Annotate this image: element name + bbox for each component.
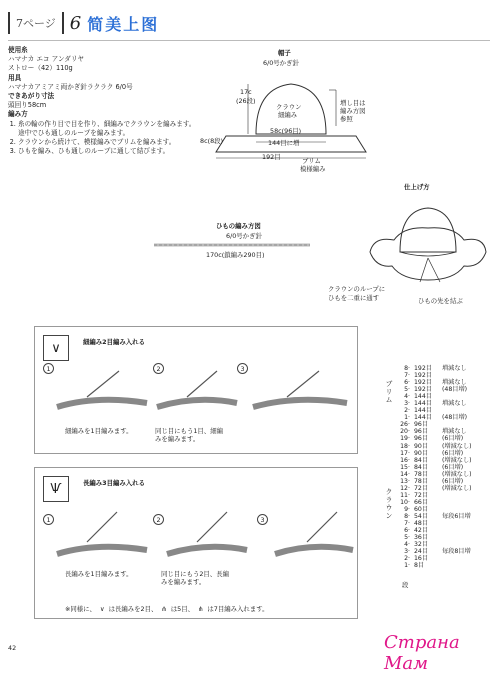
row-number: 16 (400, 456, 408, 464)
row-number: 12 (400, 484, 408, 492)
stitch-count: 144目 (414, 393, 432, 401)
page-number: 42 (8, 644, 17, 652)
increase-note (442, 492, 482, 499)
row-number: 8 (404, 365, 408, 372)
dc-note-a: ※同様に、 (65, 605, 96, 613)
dc7-symbol-icon: ⋔ (198, 604, 204, 613)
increase-note: (増減なし) (442, 456, 472, 464)
table-row (398, 365, 496, 372)
row-dots: · (408, 491, 410, 499)
increase-note (442, 520, 482, 527)
row-dots: · (408, 393, 410, 401)
stitch-count: 54目 (414, 512, 429, 520)
row-number: 6 (404, 379, 408, 387)
method-heading: 編み方 (8, 110, 28, 119)
stitch-count: 144目 (414, 400, 432, 408)
row-number: 15 (400, 463, 408, 471)
dc-note-d: は7目編み入れます。 (207, 605, 269, 613)
table-row (398, 555, 496, 562)
label-crown-stitch: 細編み (278, 111, 298, 119)
row-number: 14 (400, 470, 408, 478)
stitch-count: 8目 (414, 562, 425, 570)
row-number: 13 (400, 477, 408, 485)
inc-note-3: 参照 (340, 115, 353, 123)
row-dots: · (408, 463, 410, 471)
stitch-count: 90目 (414, 449, 429, 457)
dc-note (65, 604, 268, 613)
row-number: 10 (400, 498, 408, 506)
page-header (8, 8, 159, 38)
table-row (398, 414, 496, 421)
header-bar-2 (62, 12, 64, 34)
row-dots: · (408, 541, 410, 549)
technique-box-dc3 (34, 467, 358, 619)
rows-label: 段 (402, 581, 409, 589)
stitch-count: 60目 (414, 505, 429, 513)
increase-note (442, 555, 482, 562)
header-divider (8, 40, 490, 41)
sc-increase-symbol: ∨ (43, 335, 69, 361)
table-row (398, 435, 496, 442)
stitch-count: 84目 (414, 463, 429, 471)
increase-note (442, 527, 482, 534)
row-number: 26 (400, 421, 408, 429)
row-number: 5 (404, 386, 408, 394)
step-number: 2 (153, 363, 164, 374)
increase-note (442, 534, 482, 541)
table-row (398, 400, 496, 407)
dc3-step2-caption: 同じ目にもう2目、長編みを編みます。 (161, 570, 229, 586)
increase-note (442, 562, 482, 569)
row-dots: · (408, 562, 410, 570)
tools-heading: 用具 (8, 73, 22, 82)
row-number: 11 (400, 491, 408, 499)
row-number: 19 (400, 435, 408, 443)
stitch-count: 36目 (414, 534, 429, 542)
cord-needle: 6/0号かぎ針 (226, 232, 262, 240)
row-number: 3 (404, 400, 408, 408)
label-26-rows: (26段) (236, 97, 256, 105)
increase-note: 毎段8目増 (442, 548, 471, 556)
increase-note: 増減なし (442, 379, 467, 387)
row-dots: · (408, 520, 410, 528)
label-58c: 58c(96目) (270, 127, 302, 135)
stitch-count: 78目 (414, 477, 429, 485)
row-dots: · (408, 527, 410, 535)
stitch-count: 42目 (414, 527, 429, 535)
stitch-count: 32目 (414, 541, 429, 549)
dc-note-c: は5目、 (170, 605, 195, 613)
row-number: 2 (404, 555, 408, 563)
increase-note: (6目増) (442, 477, 464, 485)
row-dots: · (408, 505, 410, 513)
stitch-count: 24目 (414, 548, 429, 556)
increase-note: (増減なし) (442, 442, 472, 450)
stitch-count: 84目 (414, 456, 429, 464)
hat-needle: 6/0号かぎ針 (263, 59, 299, 67)
row-number: 20 (400, 428, 408, 436)
row-dots: · (408, 435, 410, 443)
row-number: 4 (404, 541, 408, 549)
dc2-symbol-icon: ∨ (99, 604, 105, 613)
row-number: 4 (404, 393, 408, 401)
step-number: 2 (153, 514, 164, 525)
table-row (398, 386, 496, 393)
increase-note (442, 506, 482, 513)
dc-increase-symbol: Ѱ (43, 476, 69, 502)
row-number: 5 (404, 534, 408, 542)
table-row (398, 478, 496, 485)
increase-note: (増減なし) (442, 470, 472, 478)
size-text: 頭回り58cm (8, 101, 47, 110)
row-dots: · (408, 484, 410, 492)
watermark: Страна Мам (384, 632, 460, 674)
row-number: 7 (404, 372, 408, 380)
table-row (398, 450, 496, 457)
inc-note-1: 増し目は (340, 99, 366, 107)
table-row (398, 485, 496, 492)
row-dots: · (408, 555, 410, 563)
row-dots: · (408, 428, 410, 436)
increase-note: 毎段6目増 (442, 512, 471, 520)
cord-title: ひもの編み方図 (216, 222, 261, 230)
materials-block (8, 46, 196, 156)
row-dots: · (408, 456, 410, 464)
stitch-count: 96目 (414, 428, 429, 436)
row-number: 2 (404, 407, 408, 415)
row-dots: · (408, 449, 410, 457)
hat-title: 帽子 (278, 49, 291, 57)
table-row (398, 548, 496, 555)
table-row (398, 534, 496, 541)
finish-note-2: ひもを二重に通す (328, 294, 380, 302)
sc2-step2-caption: 同じ目にもう1目、細編みを編みます。 (155, 427, 223, 443)
table-row (398, 464, 496, 471)
increase-note: (6目増) (442, 435, 464, 443)
increase-note: (6目増) (442, 449, 464, 457)
increase-note: (増減なし) (442, 484, 472, 492)
dc3-step1-caption: 長編みを1目編みます。 (65, 570, 133, 578)
sc2-title: 細編み2目編み入れる (83, 338, 145, 346)
size-heading: できあがり寸法 (8, 92, 55, 101)
pattern-number: 6 (69, 12, 82, 34)
stitch-count: 96目 (414, 435, 429, 443)
row-dots: · (408, 414, 410, 422)
table-row (398, 513, 496, 520)
finish-title: 仕上げ方 (404, 183, 430, 191)
increase-note: (48目増) (442, 414, 468, 422)
finish-note-1: クラウンのループに (328, 285, 386, 293)
tools-text: ハマナカアミアミ両かぎ針ラクラク 6/0号 (8, 82, 133, 91)
increase-note: (48目増) (442, 386, 468, 394)
method-steps (8, 120, 196, 157)
row-number: 6 (404, 527, 408, 535)
stitch-count: 66目 (414, 498, 429, 506)
sc2-step1-caption: 細編みを1目編みます。 (65, 427, 133, 435)
table-row (398, 443, 496, 450)
stitch-count: 96目 (414, 421, 429, 429)
increase-note (442, 499, 482, 506)
table-row (398, 562, 496, 569)
label-144: 144目に増 (268, 139, 300, 147)
yarn-name: ハマナカ エコ アンダリヤ (8, 55, 84, 64)
row-number: 3 (404, 548, 408, 556)
row-dots: · (408, 407, 410, 415)
stitch-count: 192目 (414, 379, 432, 387)
row-dots: · (408, 442, 410, 450)
stitch-count: 192目 (414, 386, 432, 394)
row-dots: · (408, 421, 410, 429)
stitch-count: 78目 (414, 470, 429, 478)
row-dots: · (408, 512, 410, 520)
finish-diagram (364, 196, 492, 292)
technique-box-sc2 (34, 326, 358, 454)
table-row (398, 471, 496, 478)
row-dots: · (408, 498, 410, 506)
yarn-heading: 使用糸 (8, 46, 28, 54)
stitch-count: 192目 (414, 372, 432, 380)
stitch-count: 192目 (414, 365, 432, 372)
table-row (398, 457, 496, 464)
table-row (398, 499, 496, 506)
increase-table (398, 365, 496, 569)
method-step: 1. 糸の輪の作り目で目を作り、細編みでクラウンを編みます。途中でひも通しのループを編みます。 (18, 120, 196, 138)
page-ref: 7ページ (16, 17, 56, 30)
dc3-illustration (57, 508, 357, 564)
table-row (398, 520, 496, 527)
row-dots: · (408, 548, 410, 556)
header-bar (8, 12, 10, 34)
row-number: 7 (404, 520, 408, 528)
increase-note: 増減なし (442, 400, 467, 408)
stitch-count: 72目 (414, 484, 429, 492)
step-number: 3 (237, 363, 248, 374)
method-step: 3. ひもを編み、ひも通しのループに通して結びます。 (18, 147, 196, 156)
table-row (398, 492, 496, 499)
inc-note-2: 編み方図 (340, 107, 366, 115)
row-dots: · (408, 365, 410, 372)
stitch-count: 144目 (414, 414, 432, 422)
stitch-count: 72目 (414, 491, 429, 499)
method-step: 2. クラウンから続けて、模様編みでブリムを編みます。 (18, 138, 196, 147)
yarn-detail: ストロー（42）110g (8, 64, 73, 73)
brim-vertical-label: ブリム (385, 380, 393, 404)
row-number: 1 (404, 414, 408, 422)
row-dots: · (408, 372, 410, 380)
label-8c: 8c(8段) (200, 137, 224, 145)
stitch-count: 144目 (414, 407, 432, 415)
step-number: 3 (257, 514, 268, 525)
stitch-count: 48目 (414, 520, 429, 528)
label-brim: ブリム (302, 157, 321, 165)
table-row (398, 506, 496, 513)
step-number: 1 (43, 363, 54, 374)
label-crown: クラウン (276, 103, 302, 111)
step-number: 1 (43, 514, 54, 525)
stitch-count: 90目 (414, 442, 429, 450)
row-dots: · (408, 386, 410, 394)
dc3-title: 長編み3目編み入れる (83, 479, 145, 487)
row-dots: · (408, 379, 410, 387)
label-192: 192目 (262, 153, 281, 161)
label-brim-stitch: 模様編み (300, 165, 326, 173)
row-number: 18 (400, 442, 408, 450)
crown-vertical-label: クラウン (385, 488, 393, 520)
dc5-symbol-icon: ⋔ (161, 604, 167, 613)
increase-note: 増減なし (442, 365, 467, 372)
pattern-title: 简美上图 (87, 14, 160, 34)
cord-length: 170c(鎖編み290目) (206, 251, 265, 259)
hat-diagram (196, 66, 386, 176)
row-number: 17 (400, 449, 408, 457)
table-row (398, 527, 496, 534)
row-number: 9 (404, 505, 408, 513)
row-number: 8 (404, 512, 408, 520)
row-dots: · (408, 534, 410, 542)
finish-note-3: ひもの先を結ぶ (418, 297, 463, 305)
row-dots: · (408, 400, 410, 408)
row-dots: · (408, 477, 410, 485)
row-number: 1 (404, 562, 408, 570)
sc2-illustration (57, 367, 357, 417)
dc-note-b: は長編みを2目、 (108, 605, 158, 613)
row-dots: · (408, 470, 410, 478)
increase-note: 増減なし (442, 428, 467, 436)
label-17c: 17c (240, 88, 252, 96)
stitch-count: 16目 (414, 555, 429, 563)
increase-note: (6目増) (442, 463, 464, 471)
